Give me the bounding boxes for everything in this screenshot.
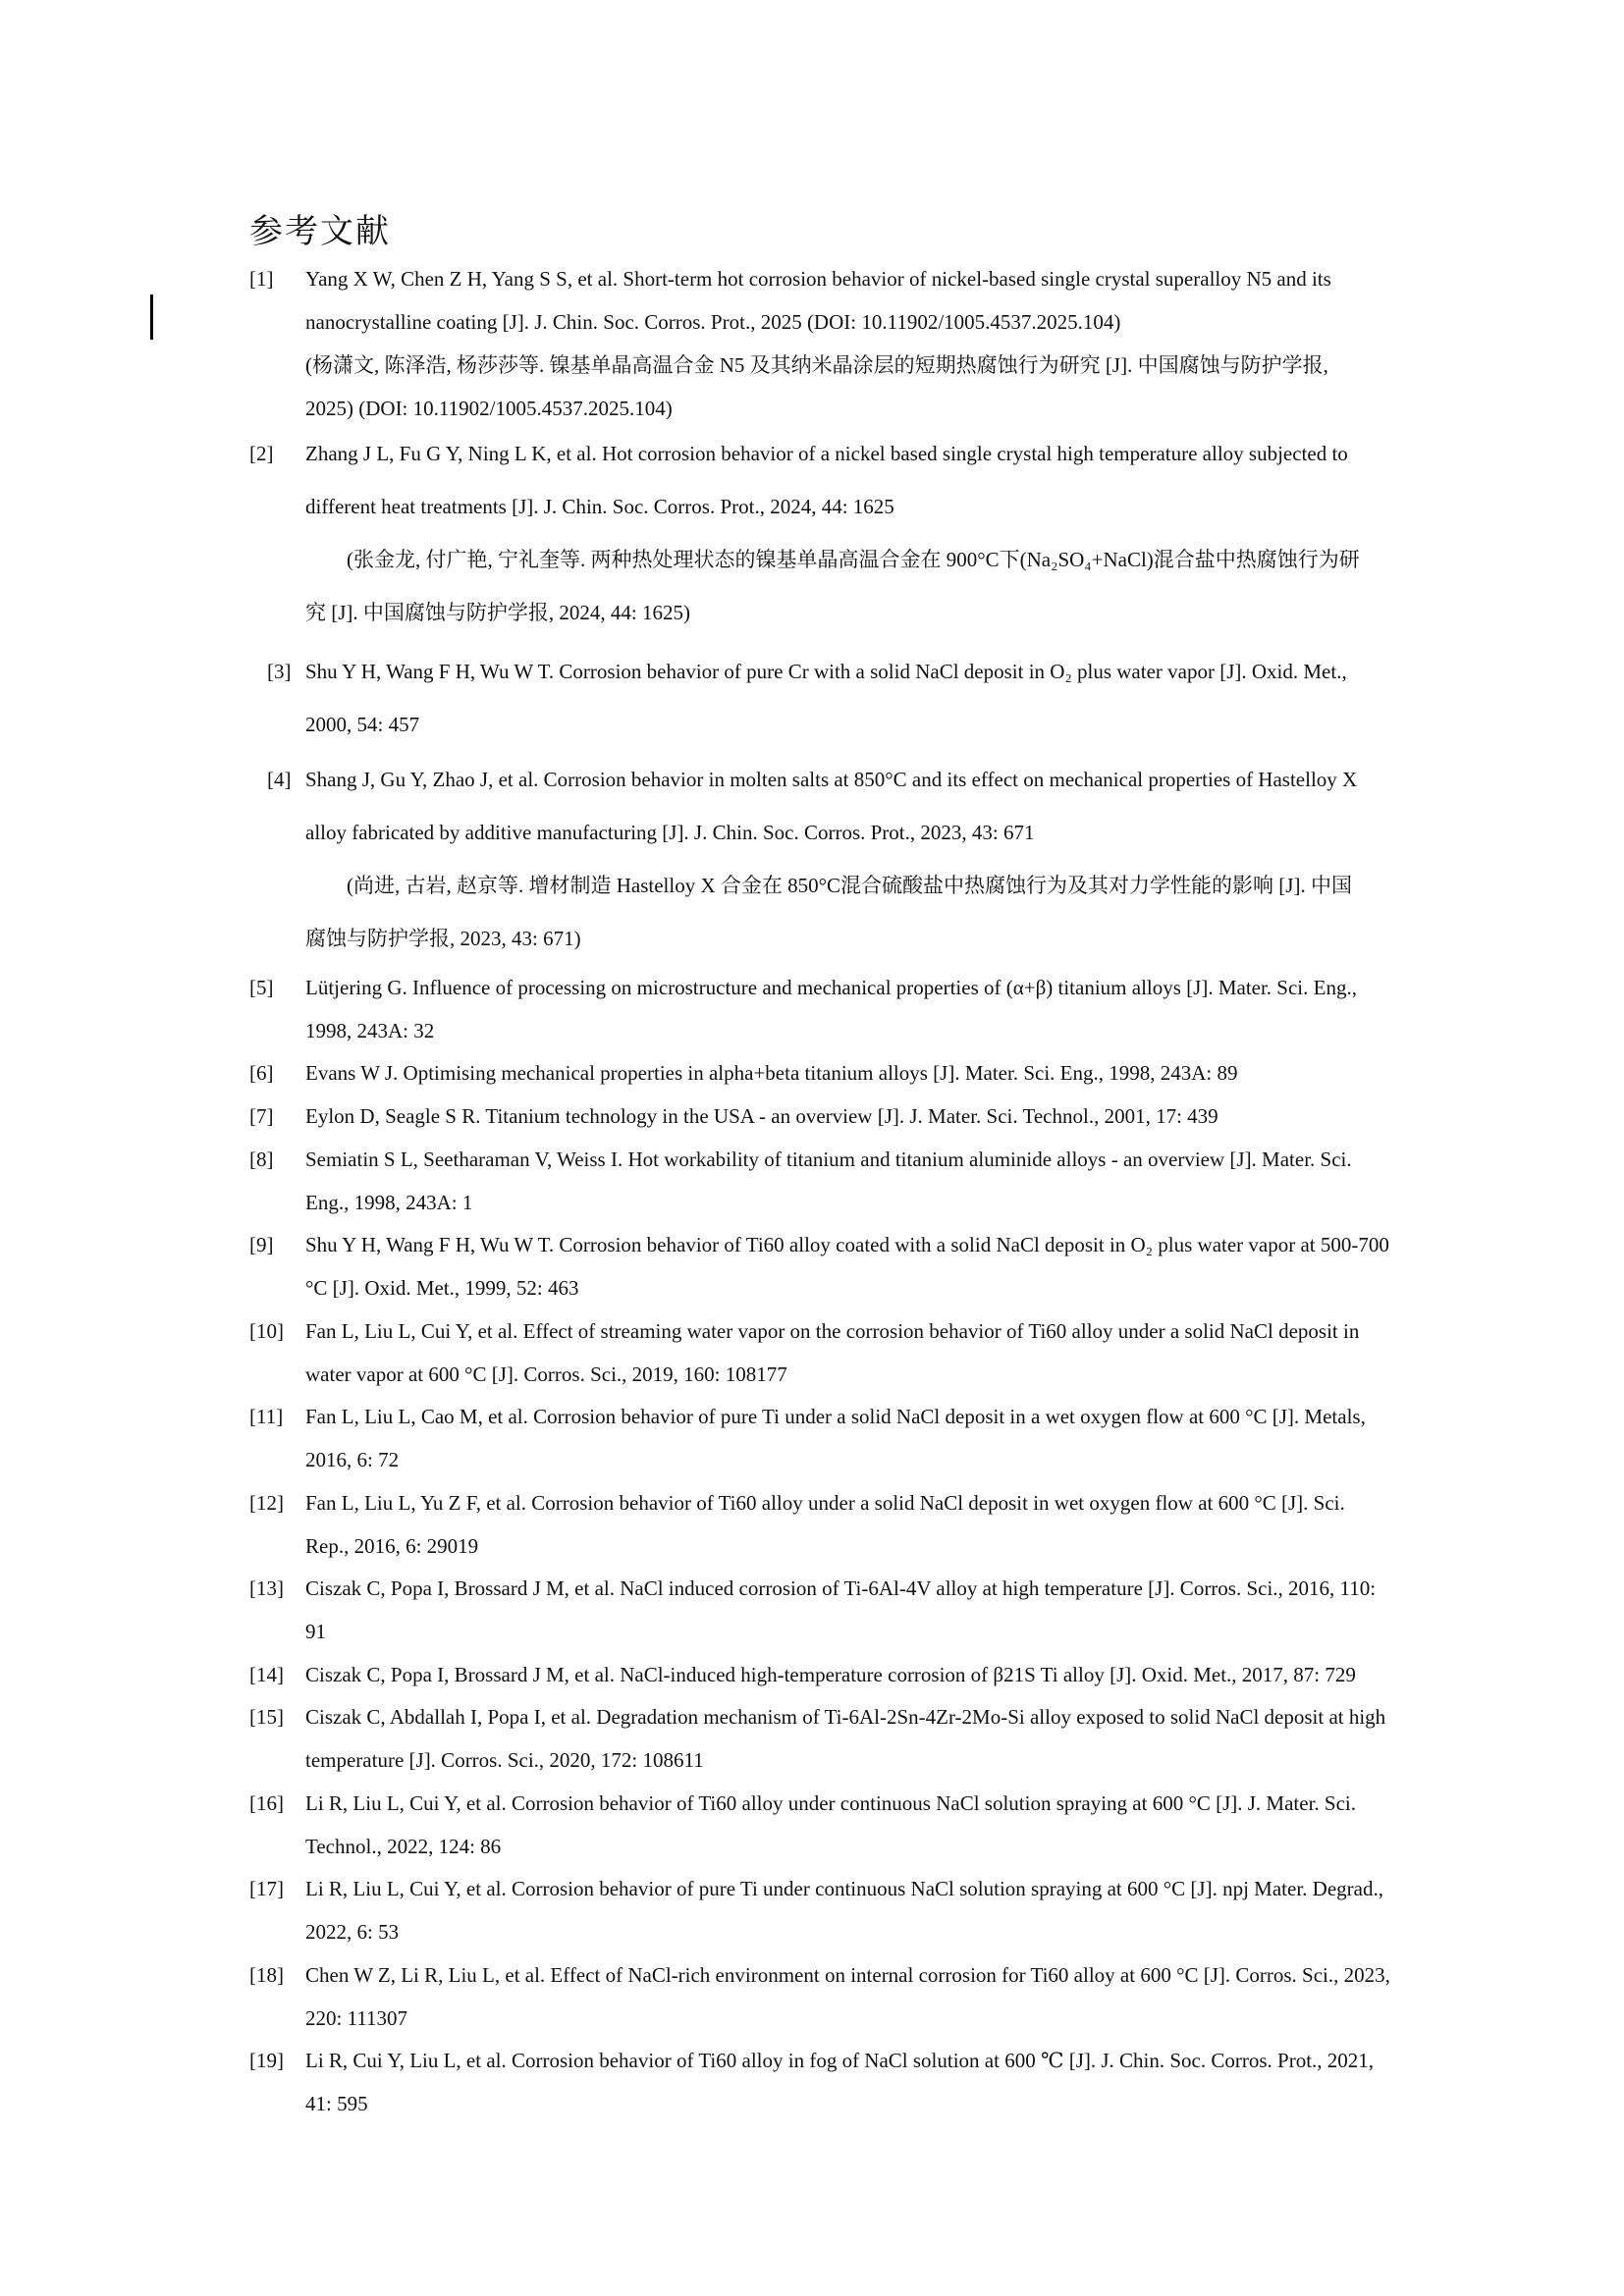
reference-text-line: temperature [J]. Corros. Sci., 2020, 172: 108611 [305,1748,704,1772]
reference-text-line: Chen W Z, Li R, Liu L, et al. Effect of NaCl-rich environment on internal corrosion for Ti60 alloy at 600 °C [J]. Corros. Sci., 2023, [305,1963,1390,1987]
reference-text-line: 2016, 6: 72 [305,1448,400,1471]
reference-number: [16] [249,1791,284,1815]
reference-text-line: Eng., 1998, 243A: 1 [305,1191,473,1214]
reference-number: [9] [249,1233,274,1256]
reference-text-line: Shu Y H, Wang F H, Wu W T. Corrosion behavior of pure Cr with a solid NaCl deposit in O₂ plus water vapor [J]. Oxid. Met., [305,660,1347,683]
reference-text-line: Evans W J. Optimising mechanical properties in alpha+beta titanium alloys [J]. Mater. Sci. Eng., 1998, 243A: 89 [305,1061,1238,1085]
reference-text-line: Shang J, Gu Y, Zhao J, et al. Corrosion behavior in molten salts at 850°C and its effect on mechanical properties of Hastelloy X [305,768,1358,791]
reference-number: [6] [249,1061,274,1085]
reference-text-line: Eylon D, Seagle S R. Titanium technology in the USA - an overview [J]. J. Mater. Sci. Technol., 2001, 17: 439 [305,1104,1218,1128]
reference-text-line: water vapor at 600 °C [J]. Corros. Sci., 2019, 160: 108177 [305,1362,787,1386]
reference-text-line: Shu Y H, Wang F H, Wu W T. Corrosion behavior of Ti60 alloy coated with a solid NaCl deposit in O₂ plus water vapor at 500-700 [305,1233,1389,1256]
reference-text-line: Ciszak C, Popa I, Brossard J M, et al. NaCl-induced high-temperature corrosion of β21S Ti alloy [J]. Oxid. Met., 2017, 87: 729 [305,1663,1356,1686]
reference-text-line: (张金龙, 付广艳, 宁礼奎等. 两种热处理状态的镍基单晶高温合金在 900°C下(Na₂SO₄+NaCl)混合盐中热腐蚀行为研 [347,548,1360,571]
reference-text-line: Fan L, Liu L, Cao M, et al. Corrosion behavior of pure Ti under a solid NaCl deposit in a wet oxygen flow at 600 °C [J]. Metals, [305,1405,1366,1428]
reference-text-line: 2022, 6: 53 [305,1920,400,1944]
reference-text-line: 91 [305,1620,326,1643]
reference-text-line: Technol., 2022, 124: 86 [305,1835,502,1858]
reference-number: [19] [249,2049,284,2072]
reference-text-line: 腐蚀与防护学报, 2023, 43: 671) [305,927,581,950]
reference-text-line: Ciszak C, Abdallah I, Popa I, et al. Degradation mechanism of Ti-6Al-2Sn-4Zr-2Mo-Si alloy exposed to solid NaCl deposit at high [305,1705,1386,1729]
reference-text-line: 2025) (DOI: 10.11902/1005.4537.2025.104) [305,397,673,420]
reference-text-line: Ciszak C, Popa I, Brossard J M, et al. NaCl induced corrosion of Ti-6Al-4V alloy at high temperature [J]. Corros. Sci., 2016, 110: [305,1576,1377,1600]
reference-text-line: Fan L, Liu L, Cui Y, et al. Effect of streaming water vapor on the corrosion behavior of Ti60 alloy under a solid NaCl deposit in [305,1319,1360,1343]
reference-number: [11] [249,1405,284,1428]
reference-number: [1] [249,267,274,291]
reference-number: [2] [249,442,274,465]
reference-text-line: °C [J]. Oxid. Met., 1999, 52: 463 [305,1276,579,1300]
reference-text-line: Lütjering G. Influence of processing on microstructure and mechanical properties of (α+β) titanium alloys [J]. Mater. Sci. Eng., [305,976,1357,999]
reference-number: [10] [249,1319,284,1343]
reference-number: [5] [249,976,274,999]
references-heading: 参考文献 [249,212,391,251]
reference-text-line: nanocrystalline coating [J]. J. Chin. Soc. Corros. Prot., 2025 (DOI: 10.11902/1005.4537.2025.104) [305,310,1121,334]
reference-number: [7] [249,1104,274,1128]
reference-number: [4] [267,768,292,791]
reference-number: [14] [249,1663,284,1686]
reference-text-line: alloy fabricated by additive manufacturing [J]. J. Chin. Soc. Corros. Prot., 2023, 43: 671 [305,821,1035,844]
reference-number: [15] [249,1705,284,1729]
reference-number: [18] [249,1963,284,1987]
reference-text-line: 究 [J]. 中国腐蚀与防护学报, 2024, 44: 1625) [305,601,690,624]
reference-text-line: 41: 595 [305,2092,368,2115]
reference-text-line: 220: 111307 [305,2006,408,2030]
text-cursor [150,294,153,340]
reference-text-line: 2000, 54: 457 [305,713,420,736]
reference-text-line: (杨潇文, 陈泽浩, 杨莎莎等. 镍基单晶高温合金 N5 及其纳米晶涂层的短期热腐蚀行为研究 [J]. 中国腐蚀与防护学报, [305,353,1328,377]
reference-text-line: Yang X W, Chen Z H, Yang S S, et al. Short-term hot corrosion behavior of nickel-based single crystal superalloy N5 and its [305,267,1331,291]
reference-text-line: Semiatin S L, Seetharaman V, Weiss I. Hot workability of titanium and titanium aluminide alloys - an overview [J]. Mater. Sci. [305,1148,1352,1171]
reference-text-line: Li R, Liu L, Cui Y, et al. Corrosion behavior of Ti60 alloy under continuous NaCl solution spraying at 600 °C [J]. J. Mater. Sci. [305,1791,1356,1815]
reference-text-line: Zhang J L, Fu G Y, Ning L K, et al. Hot corrosion behavior of a nickel based single crystal high temperature alloy subjected to [305,442,1348,465]
reference-text-line: Li R, Cui Y, Liu L, et al. Corrosion behavior of Ti60 alloy in fog of NaCl solution at 600 ℃ [J]. J. Chin. Soc. Corros. Prot., 2021, [305,2049,1375,2072]
reference-number: [8] [249,1148,274,1171]
reference-number: [17] [249,1877,284,1900]
reference-text-line: (尚进, 古岩, 赵京等. 增材制造 Hastelloy X 合金在 850°C混合硫酸盐中热腐蚀行为及其对力学性能的影响 [J]. 中国 [347,874,1352,897]
reference-text-line: Li R, Liu L, Cui Y, et al. Corrosion behavior of pure Ti under continuous NaCl solution spraying at 600 °C [J]. npj Mater. Degrad., [305,1877,1383,1900]
reference-number: [13] [249,1576,284,1600]
reference-text-line: 1998, 243A: 32 [305,1019,435,1042]
reference-number: [12] [249,1491,284,1515]
reference-number: [3] [267,660,292,683]
reference-text-line: Fan L, Liu L, Yu Z F, et al. Corrosion behavior of Ti60 alloy under a solid NaCl deposit in wet oxygen flow at 600 °C [J]. Sci. [305,1491,1345,1515]
reference-text-line: Rep., 2016, 6: 29019 [305,1534,479,1558]
reference-text-line: different heat treatments [J]. J. Chin. Soc. Corros. Prot., 2024, 44: 1625 [305,495,894,518]
